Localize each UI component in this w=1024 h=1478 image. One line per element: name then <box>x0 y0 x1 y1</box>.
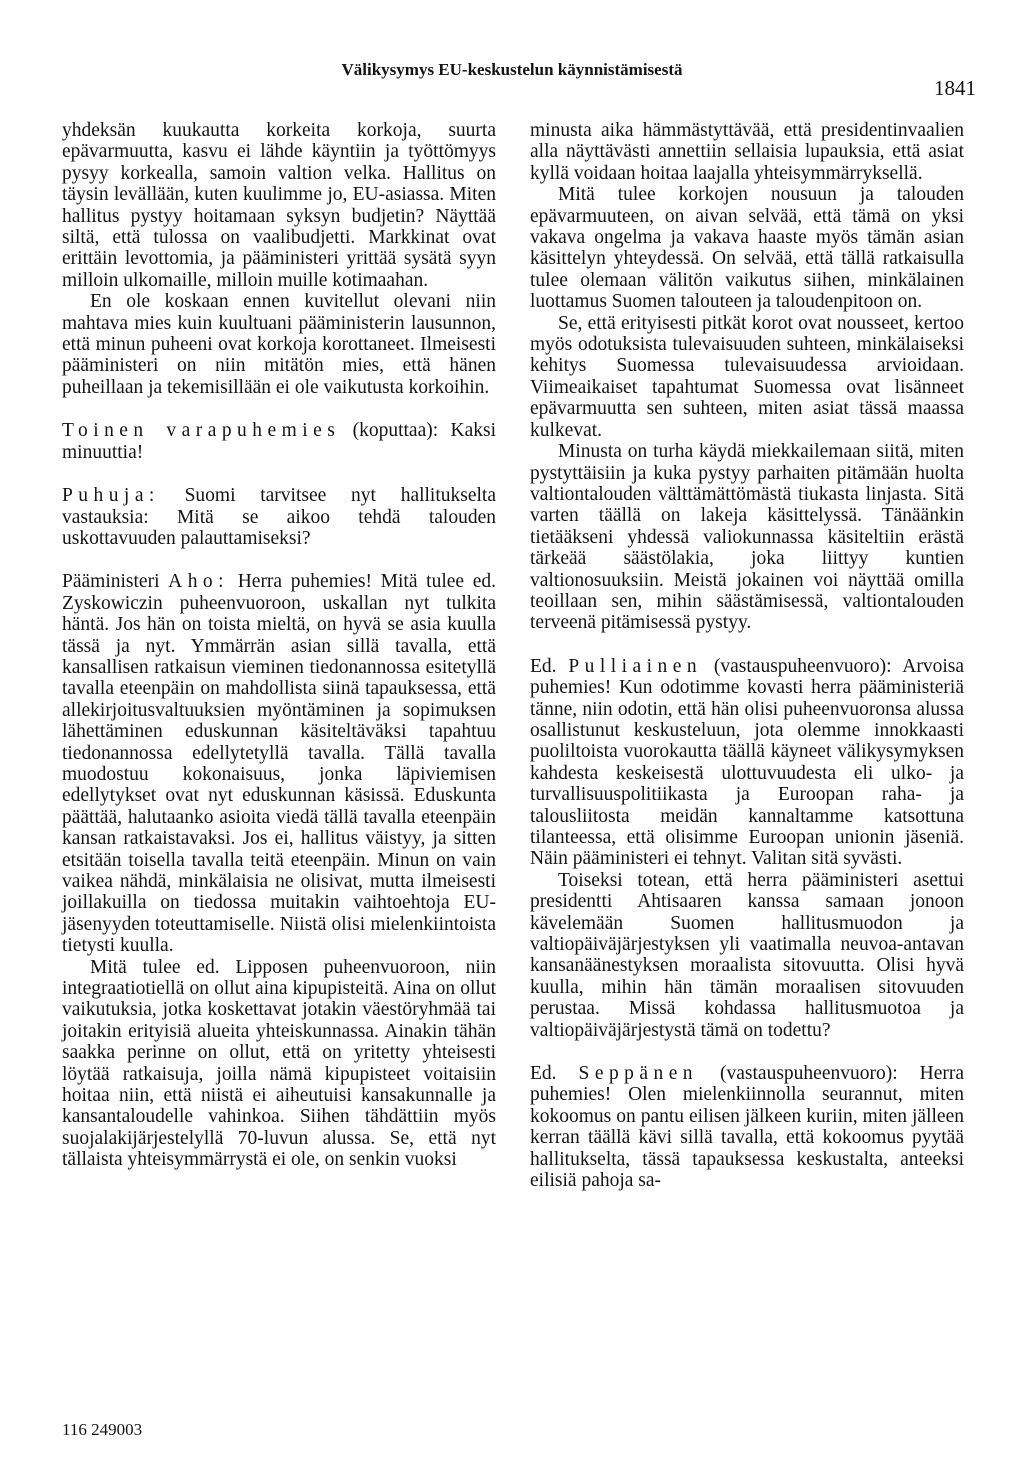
speaker-name: Seppänen <box>578 1063 699 1085</box>
speaker-note: (koputtaa): <box>352 420 439 442</box>
right-column <box>530 120 964 1192</box>
speaker-note: (vastauspuheenvuoro): <box>720 1063 898 1085</box>
speaker-entry <box>530 656 964 870</box>
paragraph: Mitä tulee korkojen nousuun ja talouden epävarmuuteen, on aivan selvää, että tämä on yksi vakava ongelma ja vakava haaste myös tämän asian käsittelyn yhteydessä. On selvää, että tällä ratkaisulla tulee olemaan välitön vaikutus siihen, minkälainen luottamus Suomen talouteen ja taloudenpitoon on. <box>530 184 964 313</box>
paragraph: yhdeksän kuukautta korkeita korkoja, suurta epävarmuutta, kasvu ei lähde käyntiin ja työttömyys pysyy korkealla, samoin valtion velka. Hallitus on täysin levällään, kuten kuulimme jo, EU-asiassa. Miten hallitus pystyy hoitamaan syksyn budjetin? Näyttää siltä, että tulossa on vaalibudjetti. Markkinat ovat erittäin levottomia, ja pääministeri yrittää sysätä syyn milloin ulkomaille, milloin muille kotimaahan. <box>62 120 496 291</box>
speaker-name: Toinen varapuhemies <box>62 420 341 442</box>
speech-text: Suomi tarvitsee nyt hallitukselta vastauksia: Mitä se aikoo tehdä talouden uskottavuuden palauttamiseksi? <box>62 485 496 549</box>
paragraph: Se, että erityisesti pitkät korot ovat nousseet, kertoo myös odotuksista tulevaisuuden suhteen, minkälaiseksi kehitys Suomessa tulevaisuudessa arvioidaan. Viimeaikaiset tapahtumat Suomessa ovat lisänneet epävarmuutta sen suhteen, miten asiat tässä maassa kulkevat. <box>530 312 964 441</box>
speaker-note: (vastauspuheenvuoro): <box>713 655 892 677</box>
speech-text: Kaksi minuuttia! <box>62 420 496 463</box>
paragraph: minusta aika hämmästyttävää, että presidentinvaalien alla näyttävästi annettiin sellaisia lupauksia, että asiat kyllä voidaan hoitaa laajalla yhteisymmärryksellä. <box>530 120 964 184</box>
speaker-title: Ed. <box>530 655 557 677</box>
speaker-name: Aho: <box>168 571 230 593</box>
running-header-title: Välikysymys EU-keskustelun käynnistämisestä <box>341 60 683 79</box>
speech-text: Herra puhemies! Mitä tulee ed. Zyskowiczin puheenvuoroon, uskallan nyt tulkita häntä. Jos hän on toista mieltä, on hyvä se asia kuulla tässä ja nyt. Ymmärrän asian sillä tavalla, että kansallisen ratkaisun vieminen tiedonannossa esitetyllä tavalla eteenpäin on mahdollista siinä tapauksessa, että allekirjoitusvaltuuksien myöntäminen ja sopimuksen lähettäminen eduskunnan käsiteltäväksi tapahtuu tiedonannossa edellytetyllä tavalla. Tällä tavalla muodostuu kokonaisuus, jonka läpiviemisen edellytykset ovat nyt eduskunnan käsissä. Eduskunta päättää, halutaanko asioita viedä tällä tavalla eteenpäin kansan ratkaistavaksi. Jos ei, hallitus väistyy, ja sitten etsitään toisella tavalla teitä eteenpäin. Minun on vain vaikea nähdä, minkälaisia ne olisivat, mutta ilmeisesti joillakuilla on tiedossa muitakin vaihtoehtoja EU-jäsenyyden toteuttamiselle. Niistä olisi mielenkiintoista tietysti kuulla. <box>62 571 497 957</box>
speaker-entry <box>62 485 496 549</box>
left-column <box>62 120 496 1171</box>
speaker-title: Pääministeri <box>62 571 160 593</box>
page-number: 1841 <box>934 76 976 100</box>
speech-text: Herra puhemies! Olen mielenkiinnolla seurannut, miten kokoomus on pantu eilisen jälkeen kuriin, miten jälleen kerran täällä kävi sillä tavalla, että kokoomus pyytää hallitukselta, tässä tapauksessa keskustalta, anteeksi eilisiä pahoja sa- <box>530 1063 965 1192</box>
speaker-name: Puhuja: <box>62 485 160 507</box>
paragraph: Minusta on turha käydä miekkailemaan siitä, miten pystyttäisiin ja kuka pystyy parhaiten pitämään huolta valtiontalouden välttämättömästä tiukasta linjasta. Sitä varten täällä on lakeja käsittelyssä. Tänäänkin tietääkseni yhdessä valiokunnassa käsiteltiin erästä tärkeää säästölakia, joka liittyy kuntien valtionosuuksiin. Meistä jokainen voi näyttää omilla teoillaan sen, mihin säästämisessä, valtiontalouden terveenä pitämisessä pystyy. <box>530 441 964 634</box>
paragraph: Mitä tulee ed. Lipposen puheenvuoroon, niin integraatiotiellä on ollut aina kipupisteitä. Aina on ollut vaikutuksia, jotka koskettavat jotakin väestöryhmää tai joitakin erityisiä alueita yhteiskunnassa. Ainakin tähän saakka perinne on ollut, että on yritetty yhteisesti löytää ratkaisuja, joilla nämä kipupisteet voitaisiin hoitaa niin, että niistä ei aiheutuisi kansakunnalle ja kansantaloudelle vahinkoa. Siihen tähdättiin myös suojalakijärjestelyllä 70-luvun alussa. Se, että nyt tällaista yhteisymmärrystä ei ole, on senkin vuoksi <box>62 956 496 1171</box>
speaker-entry <box>62 420 496 463</box>
paragraph: En ole koskaan ennen kuvitellut olevani niin mahtava mies kuin kuultuani pääministerin lausunnon, että minun puheeni ovat korkoja korottaneet. Ilmeisesti pääministeri on niin mitätön mies, että hänen puheillaan ja tekemisillään ei ole vaikutusta korkoihin. <box>62 291 496 398</box>
paragraph: Toiseksi totean, että herra pääministeri asettui presidentti Ahtisaaren kanssa samaan jonoon kävelemään Suomen hallitusmuodon ja valtiopäiväjärjestyksen yli vaatimalla neuvoa-antavan kansanäänestyksen moraalista sitovuutta. Olisi hyvä kuulla, mihin hän tämän moraalisen sitovuuden perustaa. Missä kohdassa hallitusmuotoa ja valtiopäiväjärjestystä tämä on todettu? <box>530 869 964 1041</box>
footer-print-code: 116 249003 <box>62 1420 143 1439</box>
speaker-title: Ed. <box>530 1063 557 1085</box>
speaker-entry <box>62 571 496 956</box>
speech-text: Arvoisa puhemies! Kun odotimme kovasti herra pääministeriä tänne, niin odotin, että hän olisi puheenvuoronsa alussa osallistunut keskusteluun, jota olemme innokkaasti puoliltoista vuorokautta täällä käyneet välikysymyksen kahdesta keskeisestä ulottuvuudesta eli ulko- ja turvallisuuspolitiikasta ja Euroopan raha- ja talousliitosta meidän kannaltamme katsottuna tilanteessa, että olisimme Euroopan unionin jäseniä. Näin pääministeri ei tehnyt. Valitan sitä syvästi. <box>530 655 965 870</box>
speaker-name: Pulliainen <box>568 655 703 677</box>
speaker-entry <box>530 1063 964 1191</box>
